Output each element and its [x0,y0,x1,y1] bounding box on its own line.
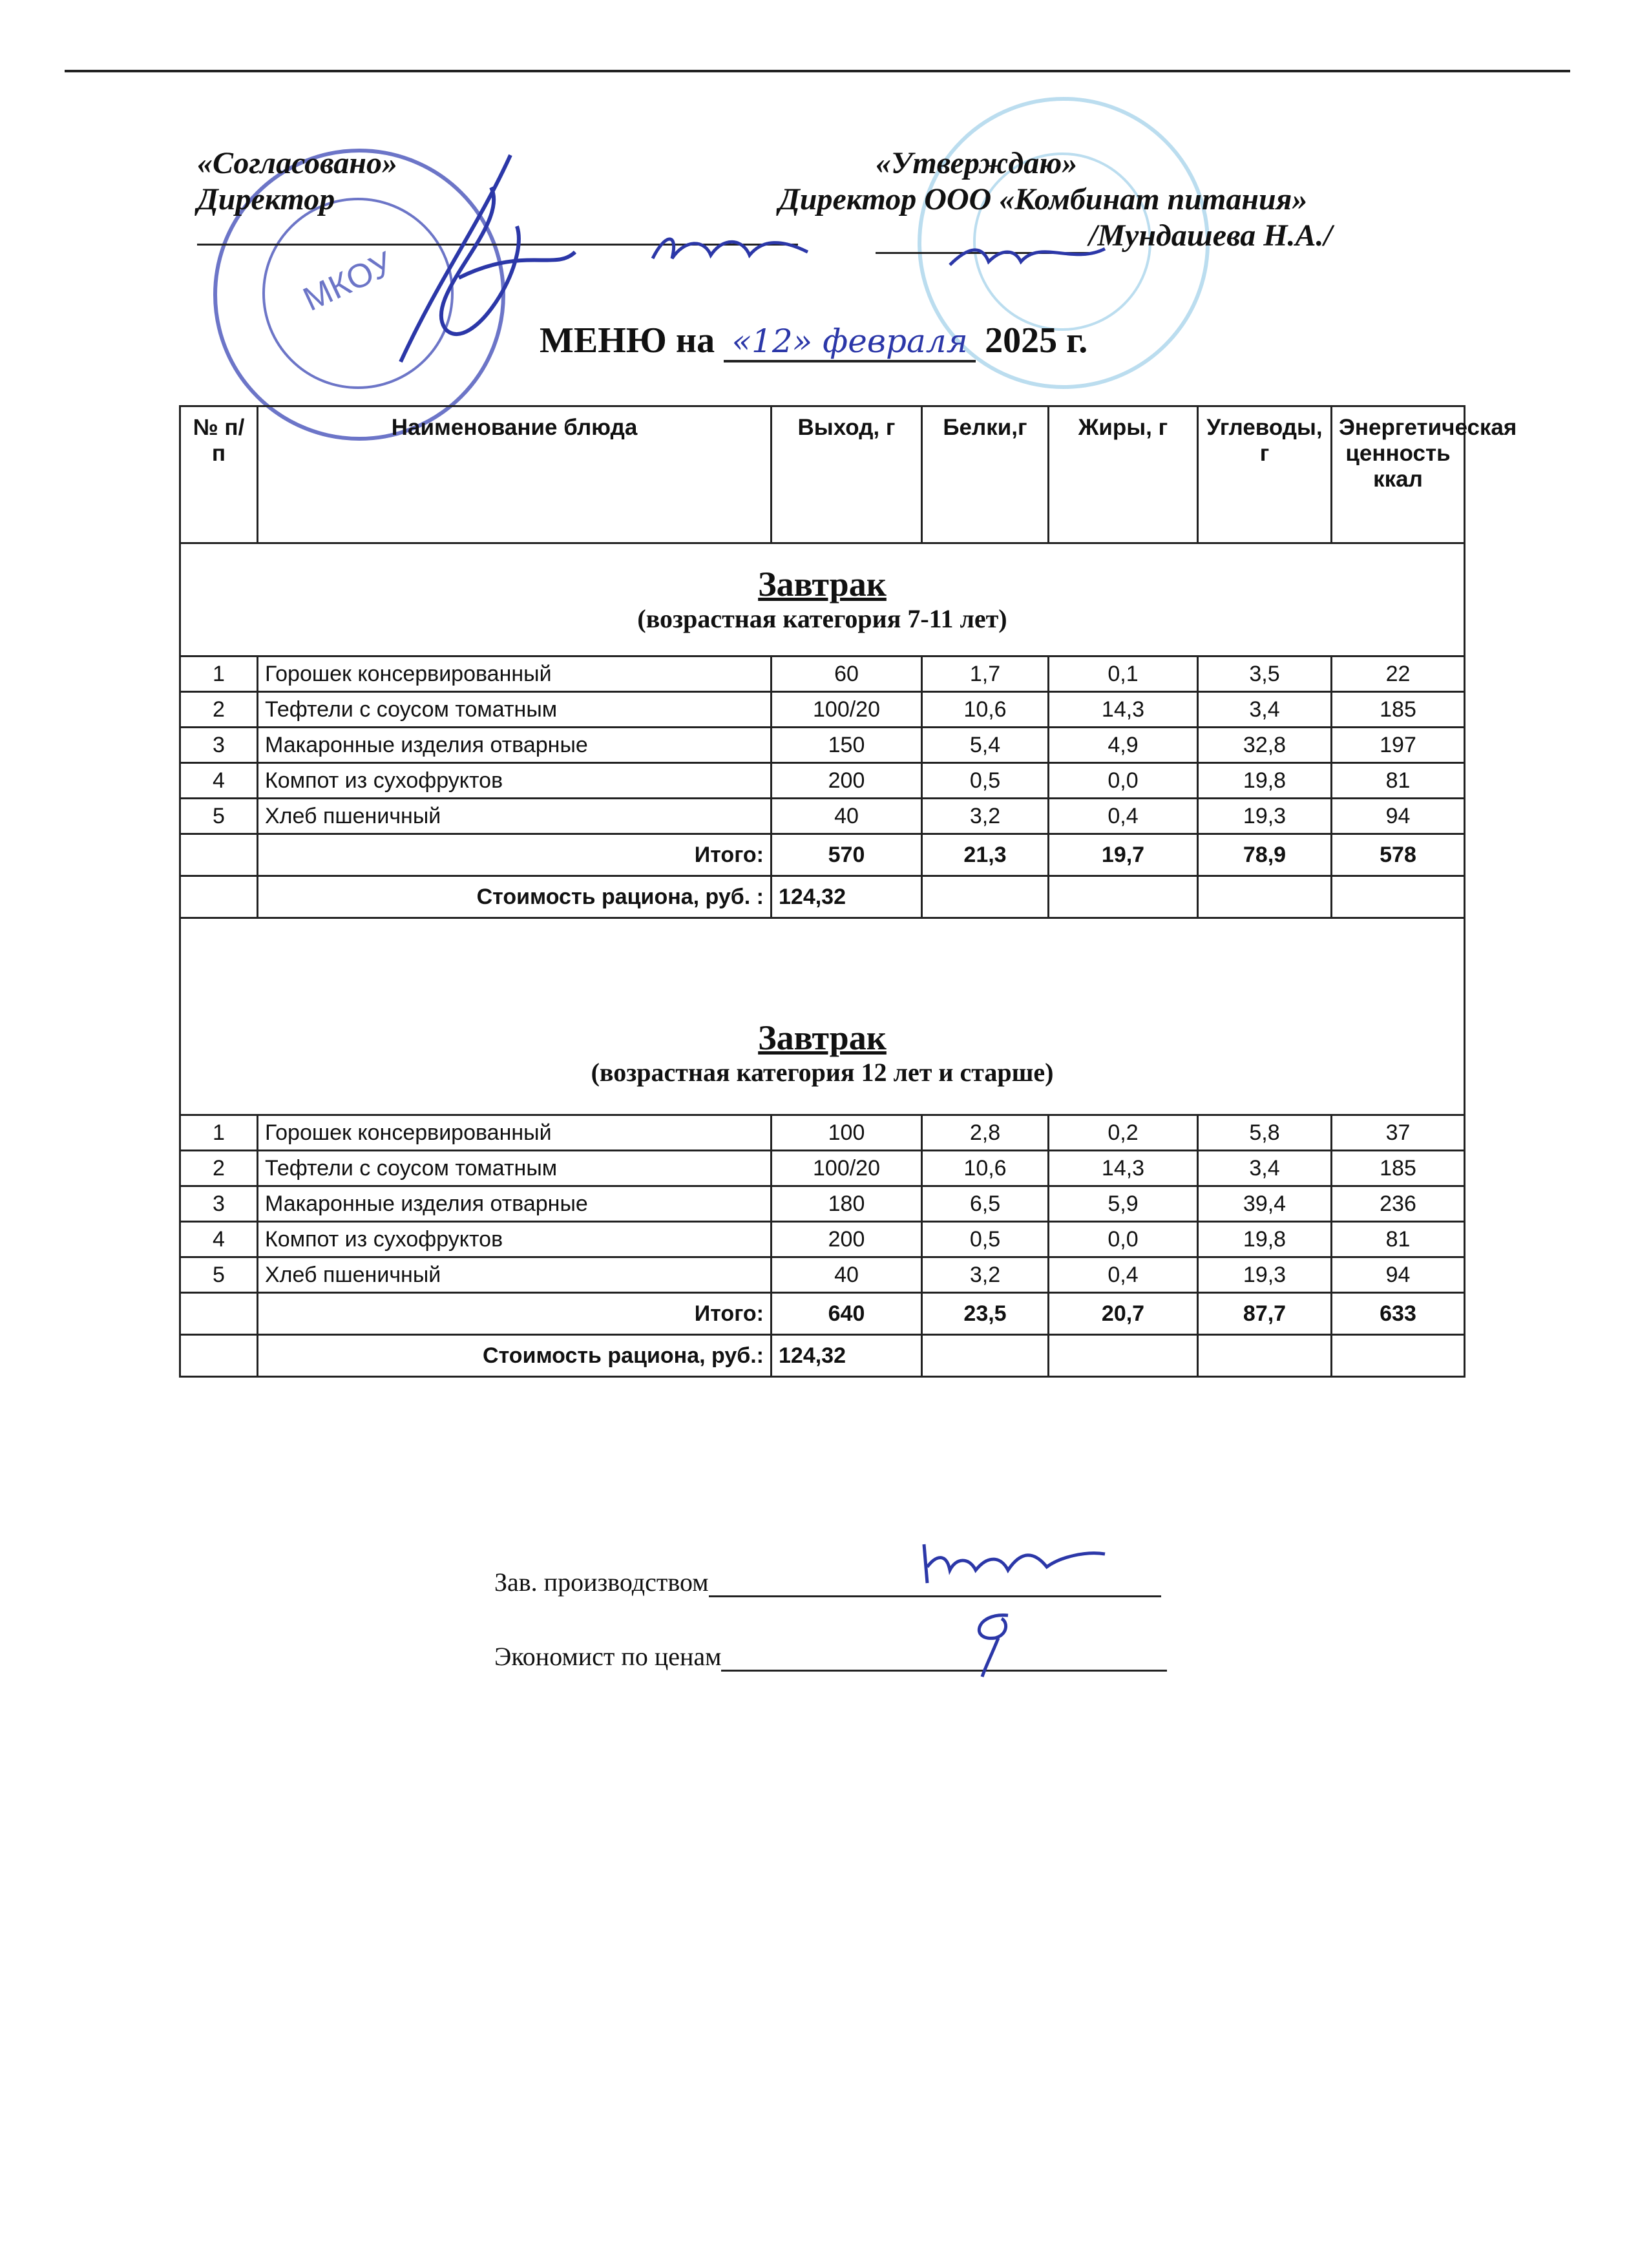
section-header [180,918,1465,1115]
cost-label: Стоимость рациона, руб.: [258,1335,772,1377]
section-header [180,543,1465,656]
row-num: 2 [180,692,258,728]
cost-empty-cell [180,876,258,918]
row-name: Компот из сухофруктов [258,1222,772,1257]
menu-table [179,405,1517,1378]
row-energy: 236 [1332,1186,1465,1222]
cost-empty-cell [1049,1335,1198,1377]
cost-row [180,1335,1465,1377]
row-energy: 81 [1332,1222,1465,1257]
row-energy: 94 [1332,1257,1465,1293]
header-num: № п/п [180,406,258,543]
row-protein: 0,5 [922,1222,1049,1257]
total-yield: 570 [772,834,922,876]
cost-empty-cell [180,1335,258,1377]
cost-label: Стоимость рациона, руб. : [258,876,772,918]
row-yield: 60 [772,656,922,692]
row-carbs: 3,4 [1198,1151,1332,1186]
header-protein: Белки,г [922,406,1049,543]
row-protein: 10,6 [922,692,1049,728]
total-carbs: 78,9 [1198,834,1332,876]
cost-value: 124,32 [772,876,922,918]
row-yield: 100 [772,1115,922,1151]
total-empty-cell [180,834,258,876]
table-row [180,763,1465,799]
table-row [180,799,1465,834]
row-protein: 10,6 [922,1151,1049,1186]
header-energy: Энергетическая ценность ккал [1332,406,1465,543]
row-carbs: 19,3 [1198,1257,1332,1293]
production-manager-label: Зав. производством [494,1568,709,1597]
row-num: 3 [180,1186,258,1222]
row-carbs: 19,3 [1198,799,1332,834]
director-signature-scribble [362,149,633,420]
row-num: 5 [180,1257,258,1293]
cost-empty-cell [922,876,1049,918]
top-rule [65,70,1570,72]
row-carbs: 19,8 [1198,763,1332,799]
header-carbs: Углеводы, г [1198,406,1332,543]
table-row [180,1222,1465,1257]
row-energy: 185 [1332,692,1465,728]
menu-title-prefix: МЕНЮ на [540,320,715,361]
row-fat: 4,9 [1049,728,1198,763]
cost-empty-cell [1049,876,1198,918]
row-fat: 0,1 [1049,656,1198,692]
production-manager-signature [918,1531,1111,1590]
row-yield: 100/20 [772,1151,922,1186]
table-header-row [180,406,1465,543]
row-fat: 0,4 [1049,799,1198,834]
approved-title: «Утверждаю» [876,146,1078,180]
row-yield: 180 [772,1186,922,1222]
total-energy: 633 [1332,1293,1465,1335]
table-row [180,1186,1465,1222]
row-name: Компот из сухофруктов [258,763,772,799]
row-name: Горошек консервированный [258,1115,772,1151]
cost-empty-cell [1198,876,1332,918]
menu-title [540,320,1087,362]
agreed-title: «Согласовано» [197,146,397,180]
cost-empty-cell [1198,1335,1332,1377]
total-row [180,834,1465,876]
row-fat: 0,0 [1049,763,1198,799]
total-carbs: 87,7 [1198,1293,1332,1335]
header-fat: Жиры, г [1049,406,1198,543]
row-name: Макаронные изделия отварные [258,1186,772,1222]
row-energy: 185 [1332,1151,1465,1186]
row-carbs: 39,4 [1198,1186,1332,1222]
row-energy: 197 [1332,728,1465,763]
total-fat: 19,7 [1049,834,1198,876]
row-protein: 6,5 [922,1186,1049,1222]
cost-row [180,876,1465,918]
row-protein: 5,4 [922,728,1049,763]
price-economist-signature [963,1609,1021,1680]
row-name: Макаронные изделия отварные [258,728,772,763]
header-name: Наименование блюда [258,406,772,543]
total-label: Итого: [258,834,772,876]
total-row [180,1293,1465,1335]
row-num: 4 [180,1222,258,1257]
cost-empty-cell [1332,1335,1465,1377]
table-row [180,1115,1465,1151]
row-name: Хлеб пшеничный [258,799,772,834]
row-name: Хлеб пшеничный [258,1257,772,1293]
row-num: 1 [180,656,258,692]
total-energy: 578 [1332,834,1465,876]
row-protein: 0,5 [922,763,1049,799]
row-fat: 0,4 [1049,1257,1198,1293]
row-num: 2 [180,1151,258,1186]
row-fat: 0,2 [1049,1115,1198,1151]
agreed-position: Директор [197,182,335,216]
row-name: Тефтели с соусом томатным [258,692,772,728]
row-fat: 5,9 [1049,1186,1198,1222]
total-label: Итого: [258,1293,772,1335]
table-row [180,1257,1465,1293]
row-num: 1 [180,1115,258,1151]
table-row [180,728,1465,763]
row-carbs: 32,8 [1198,728,1332,763]
price-economist-label: Экономист по ценам [494,1642,722,1671]
total-protein: 23,5 [922,1293,1049,1335]
row-yield: 40 [772,1257,922,1293]
row-name: Горошек консервированный [258,656,772,692]
total-empty-cell [180,1293,258,1335]
row-carbs: 3,5 [1198,656,1332,692]
row-protein: 3,2 [922,799,1049,834]
row-energy: 81 [1332,763,1465,799]
row-yield: 100/20 [772,692,922,728]
row-num: 5 [180,799,258,834]
row-name: Тефтели с соусом томатным [258,1151,772,1186]
total-yield: 640 [772,1293,922,1335]
row-protein: 1,7 [922,656,1049,692]
row-energy: 37 [1332,1115,1465,1151]
table-row [180,1151,1465,1186]
approved-signature-name: /Мундашева Н.А./ [1089,218,1332,253]
price-economist-line [494,1641,1167,1672]
menu-title-year: 2025 г. [985,320,1088,361]
row-carbs: 5,8 [1198,1115,1332,1151]
row-yield: 40 [772,799,922,834]
cost-empty-cell [1332,876,1465,918]
row-protein: 2,8 [922,1115,1049,1151]
row-fat: 14,3 [1049,1151,1198,1186]
school-stamp-text: МКОУ [297,244,399,319]
section-subtitle: (возрастная категория 7-11 лет) [637,604,1007,633]
row-num: 4 [180,763,258,799]
row-num: 3 [180,728,258,763]
total-protein: 21,3 [922,834,1049,876]
cost-empty-cell [922,1335,1049,1377]
kombinat-director-signature [943,226,1111,284]
table-row [180,692,1465,728]
row-carbs: 19,8 [1198,1222,1332,1257]
row-energy: 94 [1332,799,1465,834]
row-protein: 3,2 [922,1257,1049,1293]
row-carbs: 3,4 [1198,692,1332,728]
row-energy: 22 [1332,656,1465,692]
menu-date-handwritten: «12» февраля [724,322,976,362]
row-yield: 200 [772,1222,922,1257]
row-yield: 200 [772,763,922,799]
cost-value: 124,32 [772,1335,922,1377]
row-yield: 150 [772,728,922,763]
total-fat: 20,7 [1049,1293,1198,1335]
section-title: Завтрак [758,1018,887,1057]
approved-position: Директор ООО «Комбинат питания» [779,182,1308,216]
header-yield: Выход, г [772,406,922,543]
table-row [180,656,1465,692]
row-fat: 0,0 [1049,1222,1198,1257]
section-subtitle: (возрастная категория 12 лет и старше) [591,1058,1054,1087]
director-name-signature [646,220,814,278]
row-fat: 14,3 [1049,692,1198,728]
section-title: Завтрак [758,565,887,604]
